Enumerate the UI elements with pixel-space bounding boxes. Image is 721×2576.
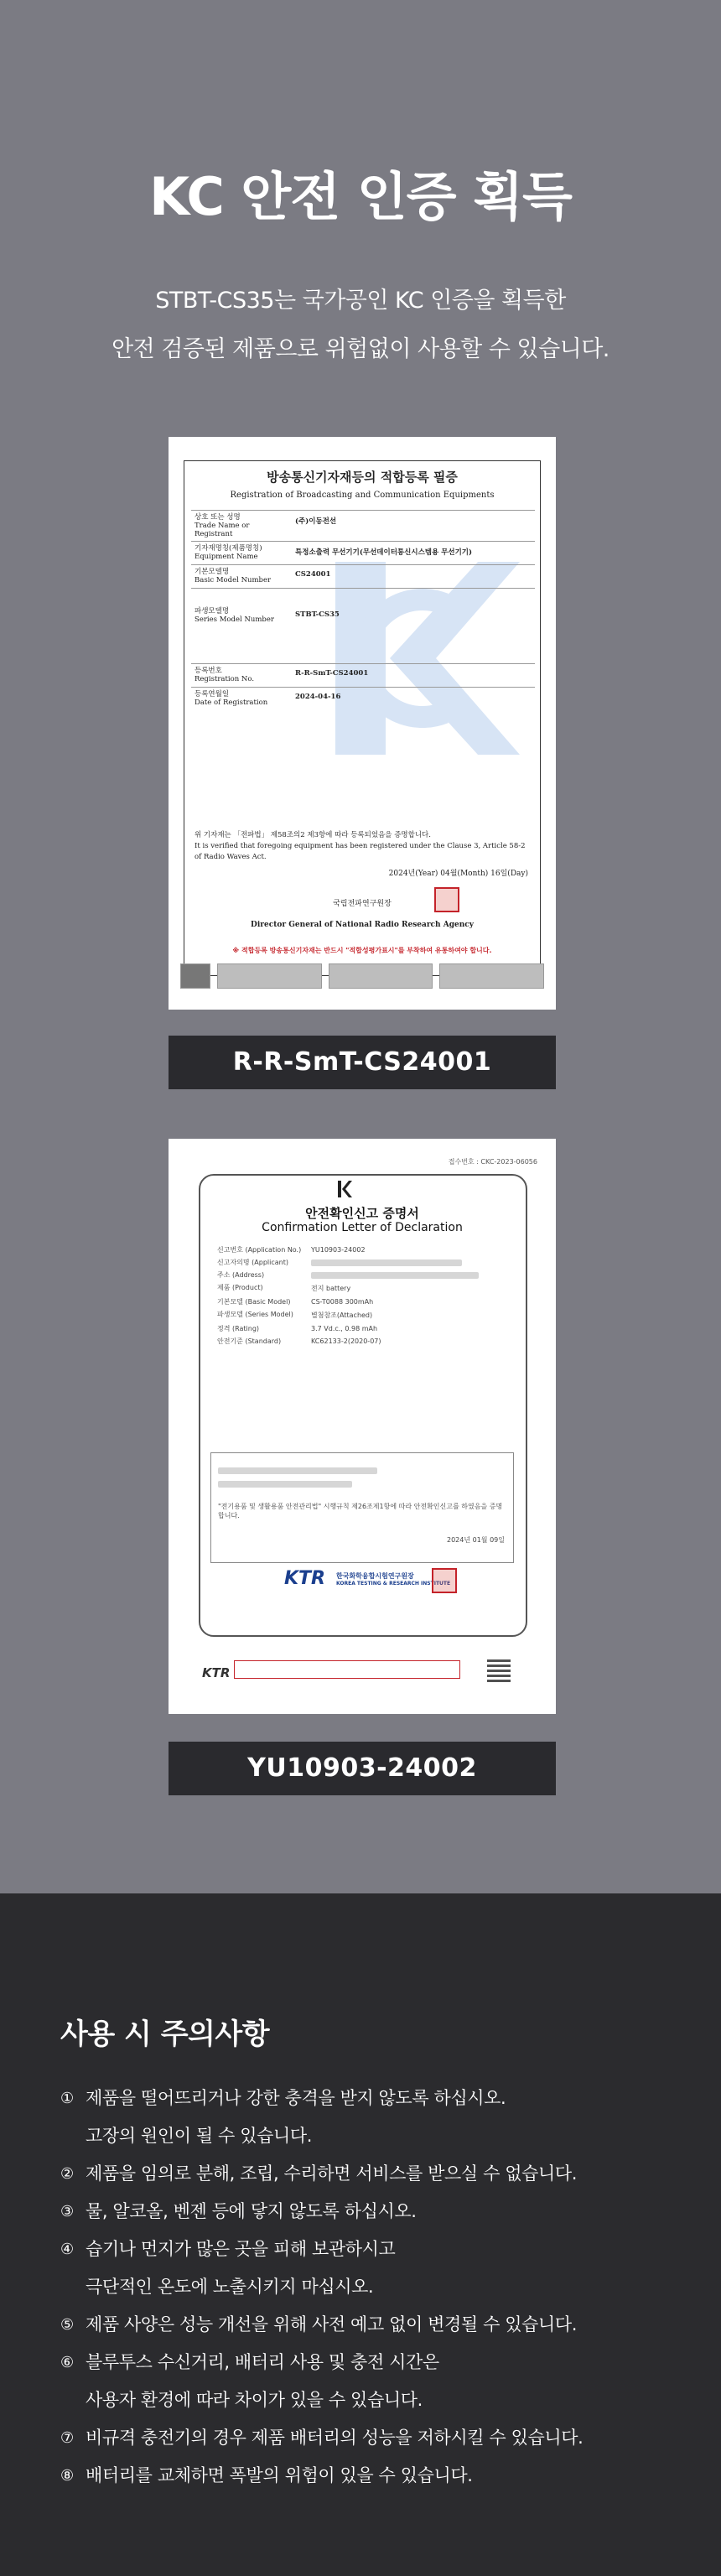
footer-block [439, 963, 544, 989]
row-value: 2024-04-16 [295, 693, 341, 701]
item-text: 물, 알코올, 벤젠 등에 닿지 않도록 하십시오. [86, 2201, 417, 2221]
certificate-statement [195, 830, 530, 863]
row-key-ko: 기자재명칭(제품명칭) [195, 544, 262, 553]
row-value: 특정소출력 무선기기(무선데이터통신시스템용 무선기기) [295, 548, 473, 557]
certificate-frame [199, 1174, 527, 1637]
field-value: 3.7 Vd.c., 0.98 mAh [311, 1325, 378, 1332]
field-value: YU10903-24002 [311, 1246, 366, 1254]
certificate-title-ko: 안전확인신고 증명서 [305, 1206, 419, 1221]
item-number: ① [60, 2090, 75, 2107]
item-number [60, 2117, 86, 2155]
list-item [60, 2344, 698, 2381]
field-value: CS-T0088 300mAh [311, 1298, 374, 1306]
footer-notice-box [234, 1660, 460, 1679]
item-text: 블루투스 수신거리, 배터리 사용 및 충전 시간은 [86, 2352, 439, 2372]
registration-number-label: R-R-SmT-CS24001 [169, 1036, 556, 1089]
list-item [60, 2381, 698, 2419]
row-value: R-R-SmT-CS24001 [295, 669, 369, 678]
certificate-field [217, 1259, 511, 1266]
official-seal-icon [432, 1568, 457, 1593]
certificate-row [191, 541, 535, 564]
registration-certificate-image [169, 437, 556, 1010]
item-text: 고장의 원인이 될 수 있습니다. [86, 2126, 313, 2146]
statement-ko: 위 기자재는 「전파법」 제58조의2 제3항에 따라 등록되었음을 증명합니다. [195, 831, 431, 839]
ktr-logo-icon: KTR [284, 1568, 325, 1589]
item-text: 극단적인 온도에 노출시키지 마십시오. [86, 2277, 374, 2297]
certificate-title-en: Registration of Broadcasting and Communication Equipments [230, 491, 495, 500]
item-text: 배터리를 교체하면 폭발의 위험이 있을 수 있습니다. [86, 2465, 473, 2485]
list-item [60, 2306, 698, 2344]
row-key-ko: 기본모델명 [195, 568, 230, 576]
item-number: ② [60, 2165, 75, 2183]
declaration-number-label: YU10903-24002 [169, 1742, 556, 1795]
item-number: ③ [60, 2203, 75, 2220]
row-value: CS24001 [295, 570, 331, 579]
certificate-title-en: Confirmation Letter of Declaration [262, 1221, 463, 1234]
item-text: 습기나 먼지가 많은 곳을 피해 보관하시고 [86, 2239, 396, 2259]
certificate-fields [191, 510, 535, 710]
certificate-field [217, 1246, 511, 1254]
row-key-ko: 등록번호 [195, 667, 222, 675]
certificate-field [217, 1284, 511, 1293]
item-text: 제품을 임의로 분해, 조립, 수리하면 서비스를 받으실 수 없습니다. [86, 2163, 578, 2184]
field-key: 주소 (Address) [217, 1271, 265, 1279]
list-item [60, 2080, 698, 2117]
field-value: 전지 battery [311, 1285, 351, 1292]
qr-code-icon [487, 1659, 511, 1682]
description-line-2: 안전 검증된 제품으로 위험없이 사용할 수 있습니다. [112, 336, 609, 362]
kc-mark-icon [336, 1179, 355, 1199]
certificate-field [217, 1271, 511, 1279]
description-line-1: STBT-CS35는 국가공인 KC 인증을 획득한 [155, 288, 566, 314]
certificate-date: 2024년 01월 09일 [447, 1536, 505, 1544]
redacted-value [218, 1481, 352, 1488]
list-item [60, 2155, 698, 2193]
item-text: 제품 사양은 성능 개선을 위해 사전 예고 없이 변경될 수 있습니다. [86, 2314, 578, 2334]
row-key-en: Registration No. [195, 675, 255, 683]
ktr-name-en: KOREA TESTING & RESEARCH INSTITUTE [336, 1581, 451, 1587]
redacted-value [311, 1272, 479, 1279]
item-number: ④ [60, 2241, 75, 2258]
field-key: 파생모델 (Series Model) [217, 1311, 293, 1318]
list-item [60, 2193, 698, 2231]
certificate-statement-box [210, 1452, 514, 1563]
footer-block [329, 963, 433, 989]
certificate-footer [180, 963, 544, 989]
list-item [60, 2457, 698, 2495]
row-key-en: Equipment Name [195, 553, 258, 561]
official-seal-icon [434, 887, 459, 912]
document-number: 접수번호 : CKC-2023-06056 [448, 1158, 537, 1166]
statement-en: It is verified that foregoing equipment has been registered under the Clause 3, Article 58-2 of Radio Waves Act. [195, 842, 526, 861]
list-item [60, 2117, 698, 2155]
certificate-note: ※ 적합등록 방송통신기자재는 반드시 "적합성평가표시"를 부착하여 유통하여야 합니다. [232, 947, 492, 954]
certificate-row [191, 564, 535, 588]
certificate-date: 2024년(Year) 04월(Month) 16일(Day) [388, 870, 528, 878]
field-key: 신고번호 (Application No.) [217, 1246, 302, 1254]
field-value: 별첨참조(Attached) [311, 1311, 373, 1319]
field-key: 기본모델 (Basic Model) [217, 1298, 291, 1306]
item-number [60, 2268, 86, 2306]
field-key: 정격 (Rating) [217, 1325, 260, 1332]
redacted-value [311, 1259, 462, 1266]
row-value: STBT-CS35 [295, 610, 340, 619]
certificate-field [217, 1325, 511, 1332]
certificate-row [191, 663, 535, 687]
certificate-fields [217, 1246, 511, 1350]
item-text: 제품을 떨어뜨리거나 강한 충격을 받지 않도록 하십시오. [86, 2088, 506, 2108]
redacted-value [218, 1467, 377, 1474]
row-key-en: Series Model Number [195, 615, 274, 624]
certificate-statement: "전기용품 및 생활용품 안전관리법" 시행규칙 제26조제1항에 따라 안전확인신고를 하였음을 증명합니다. [218, 1503, 503, 1519]
row-key-en: Trade Name or Registrant [195, 522, 250, 538]
certificate-row [191, 687, 535, 710]
row-key-en: Basic Model Number [195, 576, 272, 584]
field-key: 안전기준 (Standard) [217, 1337, 282, 1345]
caution-title: 사용 시 주의사항 [60, 2018, 270, 2051]
declaration-certificate-image [169, 1139, 556, 1714]
section-title: KC 안전 인증 획득 [149, 166, 572, 227]
field-key: 신고자의명 (Applicant) [217, 1259, 289, 1266]
list-item [60, 2419, 698, 2457]
field-value: KC62133-2(2020-07) [311, 1337, 381, 1345]
ktr-footer-logo-icon: KTR [202, 1665, 231, 1680]
row-key-ko: 등록연월일 [195, 690, 230, 699]
certificate-director: Director General of National Radio Research Agency [251, 921, 474, 929]
item-number: ⑤ [60, 2316, 75, 2334]
row-value: (주)이동전선 [295, 517, 337, 526]
field-key: 제품 (Product) [217, 1284, 263, 1291]
certificate-row [191, 588, 535, 647]
certificate-row [191, 510, 535, 541]
item-number [60, 2381, 86, 2419]
footer-block [217, 963, 322, 989]
row-key-ko: 상호 또는 성명 [195, 513, 241, 522]
agency-logo-icon [180, 963, 210, 989]
certificate-border [184, 460, 541, 976]
row-key-ko: 파생모델명 [195, 607, 230, 615]
item-number: ⑧ [60, 2467, 75, 2485]
certificate-field [217, 1311, 511, 1320]
ktr-name-ko: 한국화학융합시험연구원장 [336, 1572, 414, 1580]
certificate-header [184, 468, 540, 500]
certificate-field [217, 1337, 511, 1345]
item-text: 사용자 환경에 따라 차이가 있을 수 있습니다. [86, 2390, 423, 2410]
certificate-title-ko: 방송통신기자재등의 적합등록 필증 [267, 470, 458, 485]
row-key-en: Date of Registration [195, 699, 268, 707]
caution-list [60, 2080, 698, 2495]
item-text: 비규격 충전기의 경우 제품 배터리의 성능을 저하시킬 수 있습니다. [86, 2428, 584, 2448]
list-item [60, 2268, 698, 2306]
section-description [0, 277, 721, 374]
certificate-field [217, 1298, 511, 1306]
usage-caution-section [0, 1893, 721, 2576]
item-number: ⑦ [60, 2429, 75, 2447]
list-item [60, 2231, 698, 2268]
certificate-org: 국립전파연구원장 [333, 900, 392, 908]
item-number: ⑥ [60, 2354, 75, 2371]
